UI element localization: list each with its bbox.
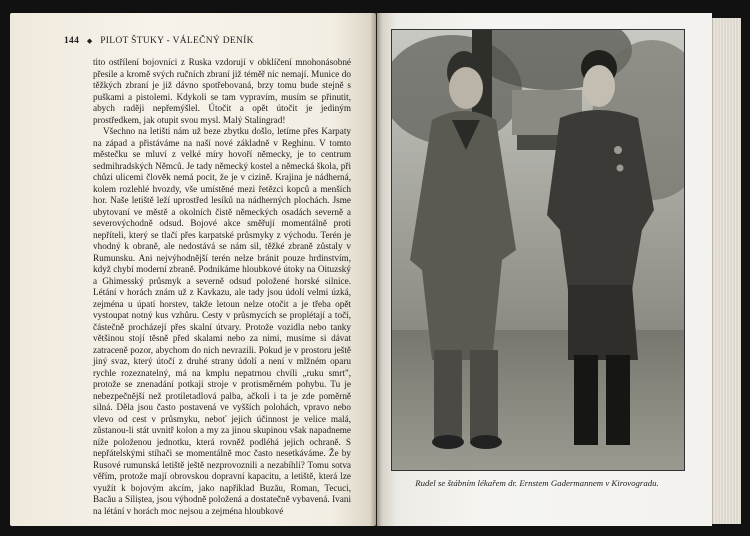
paragraph: tito ostřílení bojovníci z Ruska vzdorují v obklíčení mnohonásobné přesile a kromě svých ručních zbraní již téměř nic nemají. Munice do těžkých zbraní je již dávno spotřebovaná, brzy tomu bude stejně s puškami a pistolemi. Kdykoli se tam vypravím, musím se přinutit, abych raději nepřemýšlel. Útočit a opět útočit je jediným prostředkem, jak otupit svou mysl. Malý Stalingrad!: [93, 57, 351, 125]
book-spine: [370, 13, 382, 526]
diamond-separator-icon: ◆: [86, 37, 93, 45]
photo-caption: Rudel se štábním lékařem dr. Ernstem Gadermannem v Kirovogradu.: [415, 478, 659, 488]
running-title: PILOT ŠTUKY - VÁLEČNÝ DENÍK: [100, 36, 254, 46]
running-head: [64, 36, 254, 46]
page-number: 144: [64, 36, 80, 46]
paragraph: Všechno na letišti nám už beze zbytku došlo, letíme přes Karpaty na západ a přistáváme na naší nové základně v Reghinu. V tomto městečku se mluví z velké míry hovoří německy, je to centrum sedmihradských Němců. Je tady německý kostel a německá škola, při chůzi ulicemi člověk nemá pocit, že je v cizině. Krajina je nádherná, kolem rozlehlé hvozdy, vše umístěné mezi řetězci kopců a menších hor. Naše letiště leží uprostřed lesíků na nádherných plochách. Jsme ubytovaní ve městě a okolních čistě německých osadách severně a severovýchodně odsud. Bojové akce směřují momentálně proti nepříteli, který se tlačí přes karpatské průsmyky z východu. Terén je vhodný k obraně, ale nedostává se nám sil, těžké zbraně zůstaly v Rumunsku. Ani nejvýhodnější terén nelze bránit pouze hrdinstvím, když chybí moderní zbraně. Podnikáme hloubkové útoky na Oituzský a Ghimesský průsmyk a severně odsud položené horské silnice. Létání v horách znám už z Kavkazu, ale tady jsou údolí velmi úzká, zejména u úpatí horstev, takže letoun nelze otočit a je třeba opět vystoupat notný kus vzhůru. Cesty v průsmycích se proplétají a točí, částečně procházejí přes skalní útvary. Protože vozidla nebo tanky většinou stojí těsně před skalami nebo za nimi, musíme si dávat zatraceně pozor, abychom do nich nevrazili. Pokud je v prostoru ještě jiný svaz, který útočí z druhé strany údolí a není v mlžném oparu rychle rozeznatelný, má na kmplu nepatrnou chvíli „ruku smrt", protože se znenadání potkají stroje v protisměrném pohybu. Tu je nebezpečnější než protiletadlová palba, ačkoli i ta je zde poměrně silná. Děla jsou často postavená ve vyšších polohách, vpravo nebo vlevo od cest v průsmyku, neboť jejich účinnost je velice malá, zůstanou-li stát uvnitř kolon a my za jinou skupinou však napadneme níže položenou jednotku, která rovněž podléhá jejich ochraně. S nepřátelskými stíhači se momentálně moc často nesetkáváme. Že by Rusové rumunská letiště ještě nezprovoznili a nezabíhli? Tomu sotva věřím, protože mají obrovskou dopravní kapacitu, a letiště, která lze využít k bojovým akcím, jako například Buzău, Roman, Tecuci, Bacău a Siliștea, jsou výhodně položená a dostatečně vybavená. Ivani na létání v horách moc nejsou a zejména hloubkové: [93, 126, 351, 516]
body-text: [93, 57, 351, 517]
photograph-image: [392, 30, 684, 470]
page-edges: [712, 18, 741, 524]
photograph: [391, 29, 685, 471]
